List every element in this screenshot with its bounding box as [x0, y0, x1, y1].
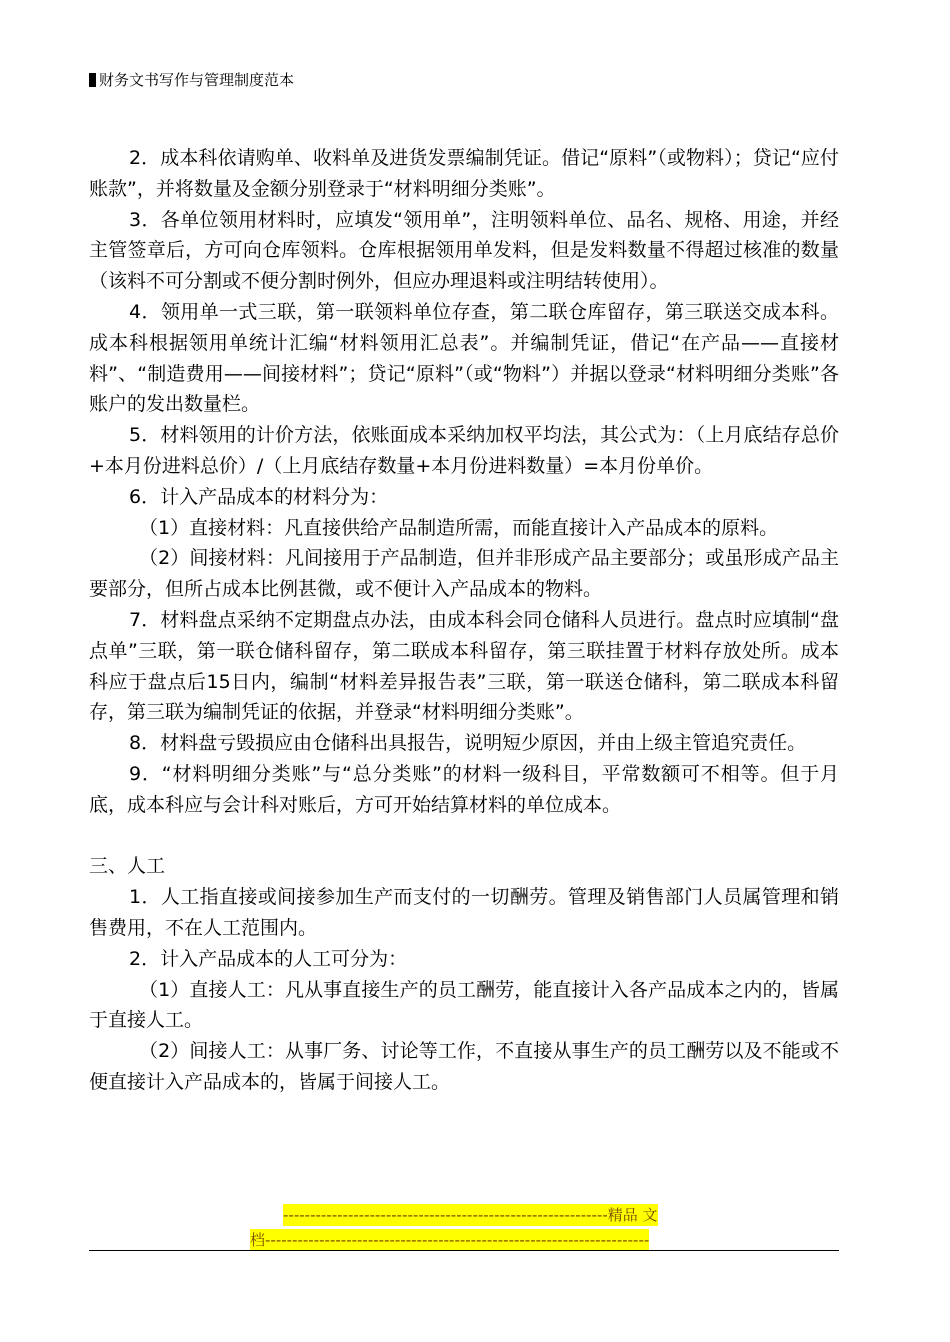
labor-paragraph-2-1: （1）直接人工：凡从事直接生产的员工酬劳，能直接计入各产品成本之内的，皆属于直接人工。 [89, 978, 839, 1032]
section-heading-labor: 三、人工 [89, 855, 166, 878]
document-body [89, 143, 839, 1098]
footer-watermark-line-1: ------------------------------------------------------------精品 文 [283, 1206, 658, 1224]
paragraph-7: 7．材料盘点采纳不定期盘点办法，由成本科会同仓储科人员进行。盘点时应填制“盘点单”三联，第一联仓储科留存，第二联成本科留存，第三联挂置于材料存放处所。成本科应于盘点后15日内，编制“材料差异报告表”三联，第一联送仓储科，第二联成本科留存，第三联为编制凭证的依据，并登录“材料明细分类账”。 [89, 608, 839, 724]
paragraph-6-1: （1）直接材料：凡直接供给产品制造所需，而能直接计入产品成本的原料。 [139, 516, 779, 539]
bullet-marker-icon [89, 73, 96, 87]
footer-watermark-line-2: 档----------------------------------------------------------------------- [250, 1231, 650, 1249]
paragraph-4: 4．领用单一式三联，第一联领料单位存查，第二联仓库留存，第三联送交成本科。成本科根据领用单统计汇编“材料领用汇总表”。并编制凭证，借记“在产品——直接材料”、“制造费用——间接材料”；贷记“原料”（或“物料”）并据以登录“材料明细分类账”各账户的发出数量栏。 [89, 300, 839, 416]
header-title: 财务文书写作与管理制度范本 [99, 71, 295, 89]
paragraph-3: 3．各单位领用材料时，应填发“领用单”，注明领料单位、品名、规格、用途，并经主管签章后，方可向仓库领料。仓库根据领用单发料，但是发料数量不得超过核准的数量（该料不可分割或不便分割时例外，但应办理退料或注明结转使用）。 [89, 208, 839, 293]
paragraph-6: 6．计入产品成本的材料分为： [129, 485, 389, 508]
paragraph-8: 8．材料盘亏毁损应由仓储科出具报告，说明短少原因，并由上级主管追究责任。 [129, 732, 807, 755]
labor-paragraph-2-2: （2）间接人工：从事厂务、讨论等工作，不直接从事生产的员工酬劳以及不能或不便直接计入产品成本的，皆属于间接人工。 [89, 1040, 839, 1093]
labor-paragraph-1: 1．人工指直接或间接参加生产而支付的一切酬劳。管理及销售部门人员属管理和销售费用，不在人工范围内。 [89, 886, 839, 939]
footer-divider [89, 1250, 839, 1251]
paragraph-6-2: （2）间接材料：凡间接用于产品制造，但并非形成产品主要部分；或虽形成产品主要部分，但所占成本比例甚微，或不便计入产品成本的物料。 [89, 547, 839, 601]
paragraph-9: 9．“材料明细分类账”与“总分类账”的材料一级科目，平常数额可不相等。但于月底，成本科应与会计科对账后，方可开始结算材料的单位成本。 [89, 762, 839, 816]
document-header [89, 70, 294, 90]
paragraph-5: 5．材料领用的计价方法，依账面成本采纳加权平均法，其公式为：（上月底结存总价+本月份进料总价）/（上月底结存数量+本月份进料数量）=本月份单价。 [89, 424, 839, 477]
paragraph-2: 2．成本科依请购单、收料单及进货发票编制凭证。借记“原料”（或物料）；贷记“应付账款”，并将数量及金额分别登录于“材料明细分类账”。 [89, 147, 839, 200]
labor-paragraph-2: 2．计入产品成本的人工可分为： [129, 947, 408, 970]
